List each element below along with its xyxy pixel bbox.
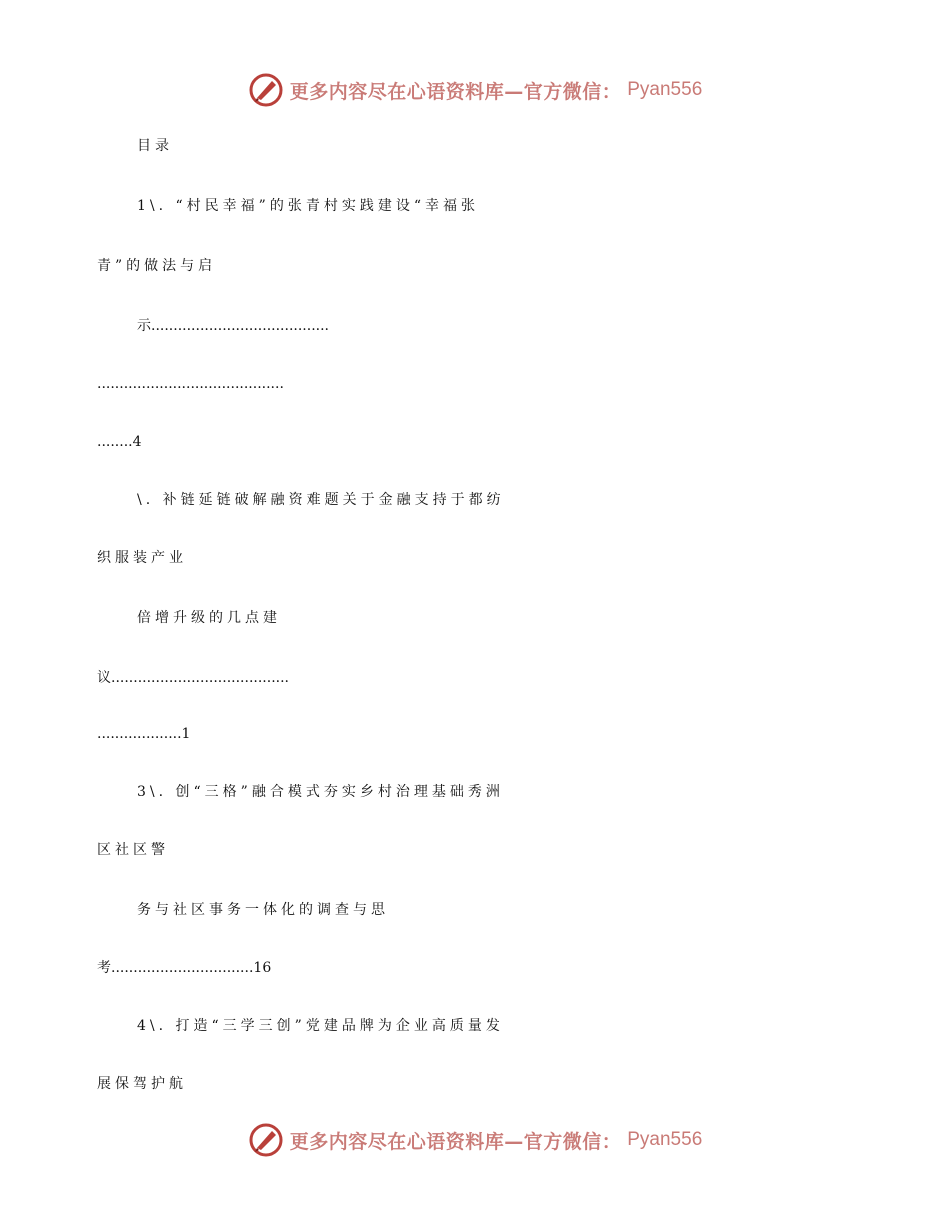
toc-entry-3-line-1: 3\. 创“三格”融合模式夯实乡村治理基础秀洲 — [137, 784, 504, 800]
watermark-wechat-id: Pyan556 — [627, 79, 703, 100]
toc-entry-2-leader-1: 议........................................ — [97, 670, 290, 686]
toc-entry-4-line-2: 展保驾护航 — [97, 1076, 187, 1092]
toc-entry-2-page: ...................1 — [97, 726, 191, 742]
footer-watermark — [0, 1120, 950, 1160]
watermark-wechat-id: Pyan556 — [627, 1129, 703, 1150]
toc-entry-4-line-1: 4\. 打造“三学三创”党建品牌为企业高质量发 — [137, 1018, 504, 1034]
watermark-text: 更多内容尽在心语资料库—官方微信： — [289, 1130, 622, 1153]
toc-entry-3-line-2: 区社区警 — [97, 842, 169, 858]
toc-entry-2-line-2: 织服装产业 — [97, 550, 187, 566]
toc-entry-2-line-3: 倍增升级的几点建 — [137, 610, 281, 626]
red-pen-logo-icon — [248, 1122, 284, 1158]
toc-entry-1-line-2: 青”的做法与启 — [97, 258, 217, 274]
toc-entry-3-line-3: 务与社区事务一体化的调查与思 — [137, 902, 389, 918]
toc-entry-1-line-1: 1\. “村民幸福”的张青村实践建设“幸福张 — [137, 198, 479, 214]
toc-entry-1-leader-1: 示........................................ — [137, 318, 330, 334]
toc-entry-1-page: ........4 — [97, 434, 142, 450]
toc-entry-3-page: 考................................16 — [97, 960, 272, 976]
toc-heading: 目录 — [137, 138, 173, 154]
toc-entry-1-leader-2: .......................................... — [97, 376, 284, 392]
watermark-text: 更多内容尽在心语资料库—官方微信： — [289, 80, 622, 103]
toc-entry-2-line-1: \. 补链延链破解融资难题关于金融支持于都纺 — [137, 492, 505, 508]
header-watermark — [0, 70, 950, 110]
red-pen-logo-icon — [248, 72, 284, 108]
